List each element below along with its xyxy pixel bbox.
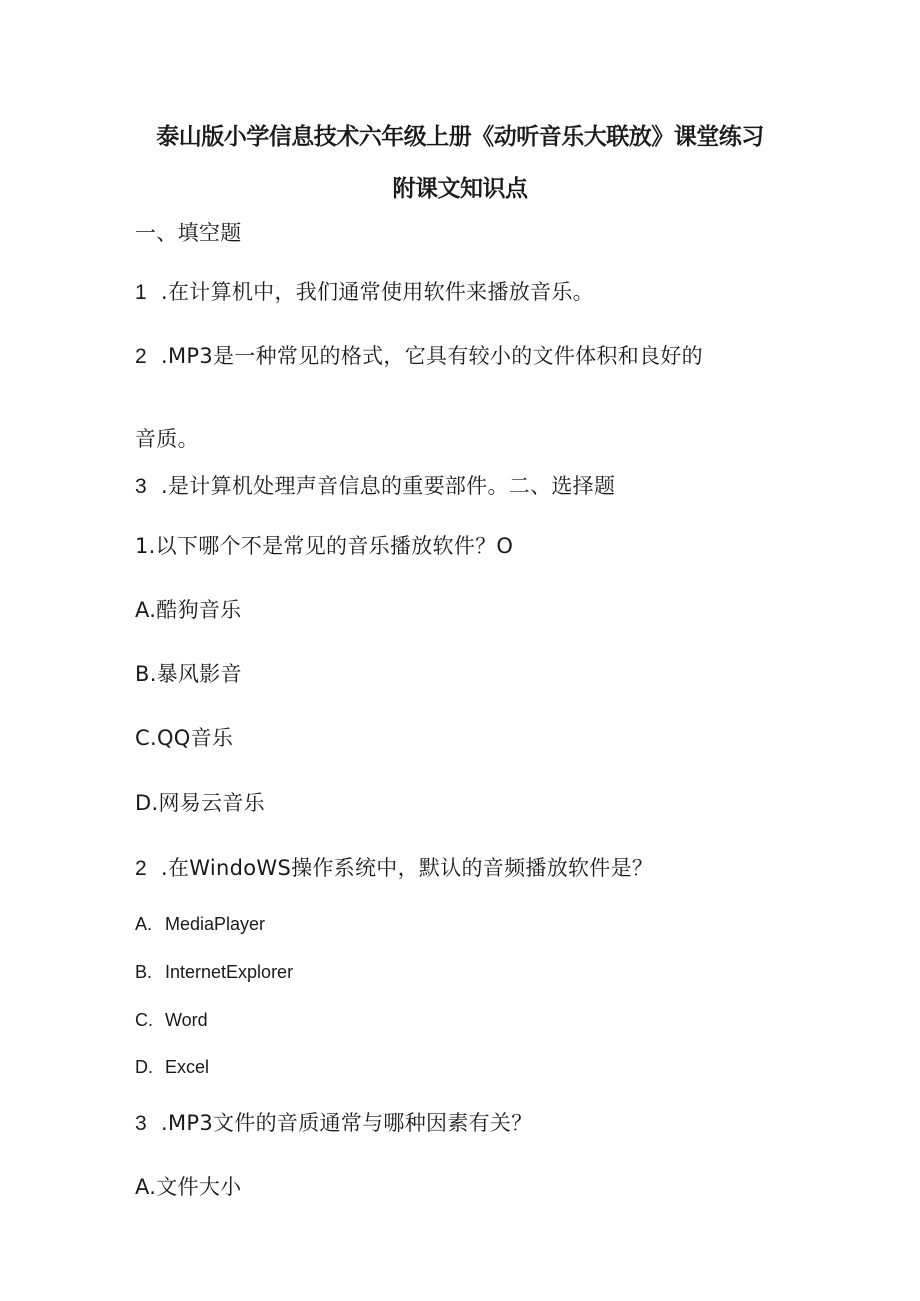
fill-question-1-text: .在计算机中，我们通常使用软件来播放音乐。 <box>161 280 594 304</box>
choice-question-2-option-c <box>135 1010 208 1031</box>
fill-question-1 <box>135 276 594 306</box>
fill-question-2-number: 2 <box>135 345 147 368</box>
choice-question-2-option-a <box>135 914 265 935</box>
choice-question-3 <box>135 1107 533 1137</box>
choice-question-1-option-c: C.QQ音乐 <box>135 726 234 750</box>
choice-question-2-option-b <box>135 962 293 983</box>
choice-question-1-option-d: D.网易云音乐 <box>135 791 265 815</box>
choice-question-2 <box>135 852 653 882</box>
option-c-label: C. <box>135 1010 153 1030</box>
fill-question-2-continuation: 音质。 <box>135 427 199 451</box>
option-c-text: Word <box>165 1010 208 1030</box>
option-b-label: B. <box>135 962 153 982</box>
document-title-line-2: 附课文知识点 <box>392 176 528 202</box>
choice-question-2-option-d <box>135 1057 209 1078</box>
choice-question-1-option-a: A.酷狗音乐 <box>135 598 242 622</box>
option-d-label: D. <box>135 1057 153 1077</box>
option-a-label: A. <box>135 914 153 934</box>
fill-question-3-text: .是计算机处理声音信息的重要部件。二、选择题 <box>161 474 616 498</box>
choice-question-3-number: 3 <box>135 1112 147 1135</box>
choice-question-2-text: .在WindoWS操作系统中，默认的音频播放软件是？ <box>161 856 654 880</box>
fill-question-3-number: 3 <box>135 475 147 498</box>
option-d-text: Excel <box>165 1057 210 1077</box>
option-b-text: InternetExplorer <box>165 962 294 982</box>
option-a-text: MediaPlayer <box>165 914 266 934</box>
fill-question-2-text: .MP3是一种常见的格式，它具有较小的文件体积和良好的 <box>161 344 703 368</box>
choice-question-2-number: 2 <box>135 857 147 880</box>
choice-question-3-option-a: A.文件大小 <box>135 1175 242 1199</box>
document-title-line-1: 泰山版小学信息技术六年级上册《动听音乐大联放》课堂练习 <box>156 124 764 150</box>
fill-question-3 <box>135 470 615 500</box>
choice-question-1: 1.以下哪个不是常见的音乐播放软件？O <box>135 534 514 558</box>
choice-question-1-option-b: B.暴风影音 <box>135 662 242 686</box>
fill-question-2 <box>135 340 703 370</box>
section-heading-fill-in: 一、填空题 <box>135 221 242 245</box>
choice-question-3-text: .MP3文件的音质通常与哪种因素有关？ <box>161 1111 533 1135</box>
fill-question-1-number: 1 <box>135 281 147 304</box>
